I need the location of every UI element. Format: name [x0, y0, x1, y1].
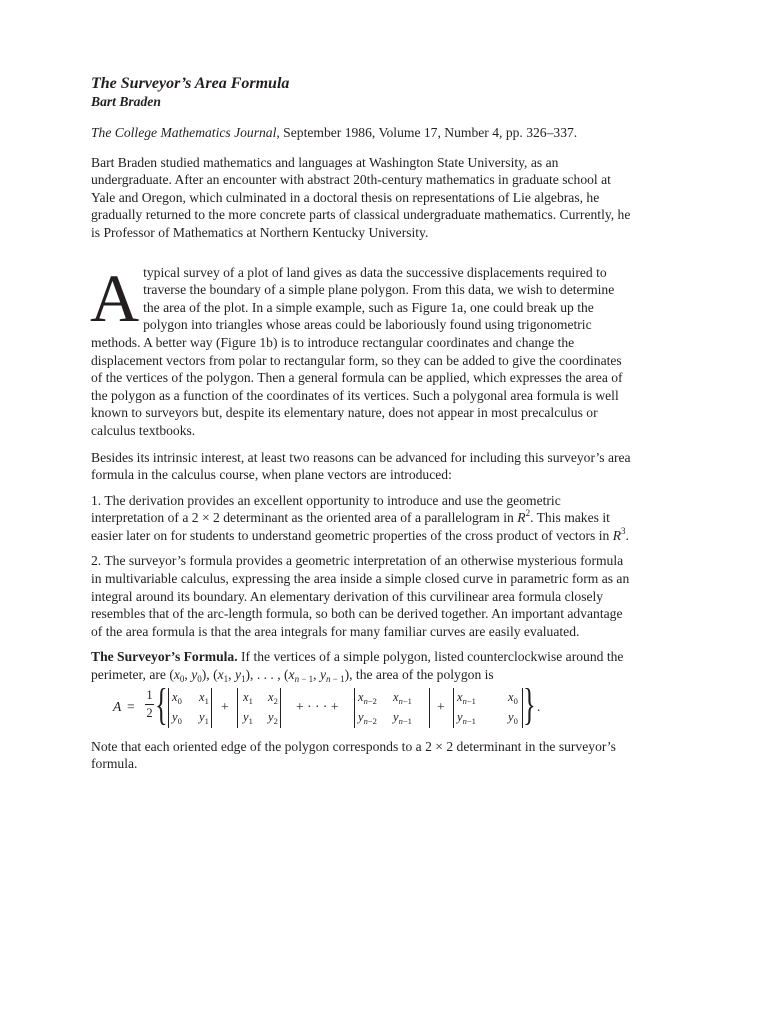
formula-fraction: 1 2 [146, 687, 153, 720]
journal-name: The College Mathematics Journal, [91, 125, 280, 140]
surveyor-formula [91, 679, 631, 732]
reason-item-2: 2. The surveyor’s formula provides a geometric interpretation of an otherwise mysterious formula in multivariable calculus, expressing the area inside a simple closed curve in parametric form as an integral around its boundary. An elementary derivation of this curvilinear area formula closely resembles that of the arc-length formula, so both can be derived together. An important advantage of the area formula is that the area integrals for many familiar curves are easily evaluated. [91, 553, 630, 639]
article-title: The Surveyor’s Area Formula [91, 75, 290, 92]
article-page [91, 74, 631, 781]
formula-lhs: A [113, 698, 122, 714]
determinant-n-1: $x_{n-1}$ $x_0$ $y_{n-1}$ $y_0$ [453, 688, 523, 728]
reason-item-1: 1. The derivation provides an excellent opportunity to introduce and use the geometric interpretation of a 2 × 2 determinant as the oriented area of a parallelogram in $R^2$. This makes it easier later on for students to understand geometric properties of the cross product of vectors in $R^3$. [91, 492, 629, 543]
determinant-n-2: $x_{n-2}$ $x_{n-1}$ $y_{n-2}$ $y_{n-1}$ [354, 688, 430, 728]
citation-details: September 1986, Volume 17, Number 4, pp. 326–337. [279, 125, 578, 140]
intro-text: typical survey of a plot of land gives as data the successive displacements required to traverse the boundary of a simple plane polygon. From this data, we wish to determine the area of the plot. In a simple example, such as Figure 1a, one could break up the polygon into triangles whose areas could be laboriously found using trigonometric methods. A better way (Figure 1b) is to introduce rectangular coordinates and change the displacement vectors from polar to rectangular form, so they can be added to give the coordinates of the vertices of the polygon. Then a general formula can be applied, which expresses the area of the polygon as a function of the coordinates of its vertices. Such a polygonal area formula is well known to surveyors but, despite its elementary nature, does not appear in most precalculus or calculus textbooks. [91, 264, 623, 438]
drop-cap: A [90, 259, 140, 336]
determinant-1: $x_0$ $x_1$ $y_0$ $y_1$ [168, 688, 212, 728]
determinant-2: $x_1$ $x_2$ $y_1$ $y_2$ [237, 688, 281, 728]
citation [91, 124, 631, 142]
formula-equals: = [127, 698, 135, 714]
note-paragraph: Note that each oriented edge of the polygon corresponds to a 2 × 2 determinant in the surveyor’s formula. [91, 738, 616, 772]
formula-heading: The Surveyor’s Formula. [91, 649, 238, 665]
formula-period: . [537, 698, 541, 714]
right-brace: } [523, 679, 536, 729]
intro-paragraph [90, 259, 631, 440]
reasons-paragraph: Besides its intrinsic interest, at least two reasons can be advanced for including this surveyor’s area formula in the calculus course, when plane vectors are introduced: [91, 449, 631, 483]
plus-2: + [437, 698, 445, 714]
formula-paragraph: The Surveyor’s Formula. If the vertices of a simple polygon, listed counterclockwise around the perimeter, are ($x_0$, $y_0$), ($x_1$, $y_1$), . . . , ($x_{n - 1}$, $y_{n - 1}$), the area of the polygon is [91, 649, 624, 685]
left-brace: { [155, 679, 168, 729]
author-name: Bart Braden [91, 94, 161, 109]
author-bio: Bart Braden studied mathematics and languages at Washington State University, as an undergraduate. After an encounter with abstract 20th-century mathematics in graduate school at Yale and Oregon, which culminated in a doctoral thesis on representations of Lie algebras, he gradually returned to the more concrete parts of classical undergraduate mathematics. Currently, he is Professor of Mathematics at Northern Kentucky University. [91, 154, 631, 240]
plus-ellipsis: + · · · + [296, 698, 339, 714]
plus-1: + [221, 698, 229, 714]
